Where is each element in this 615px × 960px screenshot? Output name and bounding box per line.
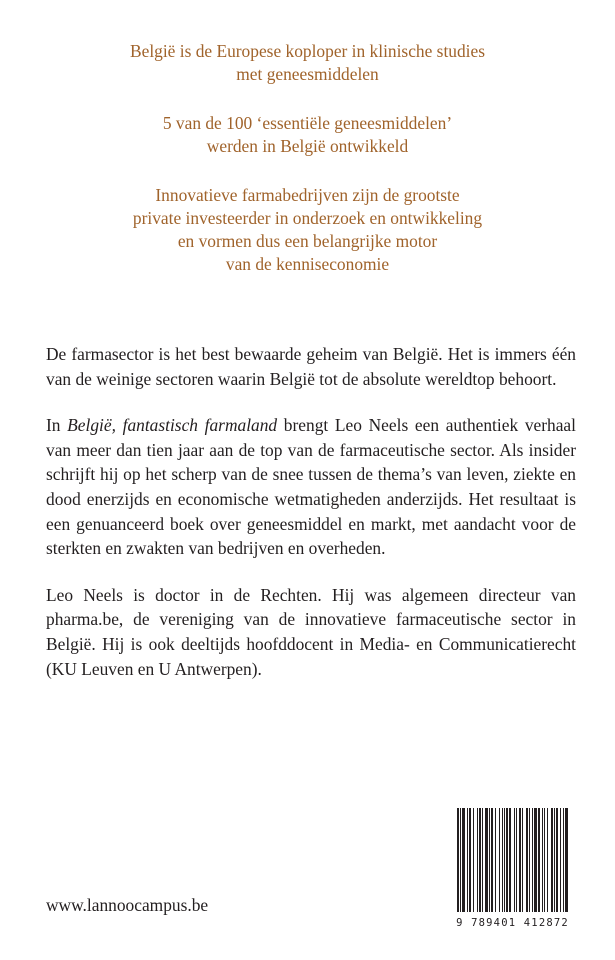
highlight-3-line-3: en vormen dus een belangrijke motor <box>177 231 438 251</box>
paragraph-intro: De farmasector is het best bewaarde geheim van België. Het is immers één van de weinige sectoren waarin België tot de absolute wereldtop behoort. <box>46 344 576 389</box>
barcode-bar <box>565 808 568 912</box>
paragraph-book <box>46 413 576 561</box>
highlight-2-line-1: 5 van de 100 ‘essentiële geneesmiddelen’ <box>162 113 453 133</box>
barcode-bar <box>532 808 533 912</box>
barcode-bar <box>479 808 481 912</box>
barcode-bar <box>544 808 545 912</box>
barcode-bar <box>462 808 465 912</box>
barcode-bar <box>554 808 555 912</box>
paragraph-book-prefix: In <box>46 415 68 436</box>
paragraph-author: Leo Neels is doctor in de Rechten. Hij was algemeen directeur van pharma.be, de vereniging van de innovatieve farmaceutische sector in België. Hij is ook deeltijds hoofddocent in Media- en Communicatierecht (KU Leuven en U Antwerpen). <box>46 584 576 679</box>
barcode-bar <box>504 808 505 912</box>
barcode-bar <box>469 808 471 912</box>
barcode-bar <box>457 808 459 912</box>
highlight-2-line-2: werden in België ontwikkeld <box>206 136 409 156</box>
barcode-bar <box>495 808 496 912</box>
barcode-bar <box>556 808 558 912</box>
highlight-2 <box>0 112 615 158</box>
barcode-bar <box>509 808 511 912</box>
highlight-1 <box>0 40 615 86</box>
barcode-bar <box>477 808 478 912</box>
highlight-3-line-2: private investeerder in onderzoek en ontwikkeling <box>132 208 483 228</box>
highlight-3-line-1: Innovatieve farmabedrijven zijn de grootste <box>155 185 460 205</box>
publisher-website: www.lannoocampus.be <box>46 895 209 915</box>
barcode-bar <box>482 808 483 912</box>
highlights-block <box>0 40 615 298</box>
barcode-bar <box>502 808 503 912</box>
barcode-bar <box>551 808 553 912</box>
book-title: België, fantastisch farmaland <box>67 415 278 436</box>
description-block <box>46 342 576 703</box>
highlight-3 <box>0 184 615 276</box>
barcode-bar <box>489 808 490 912</box>
barcode-bar <box>514 808 515 912</box>
barcode-bar <box>534 808 537 912</box>
barcode-bar <box>560 808 561 912</box>
barcode-bar <box>547 808 548 912</box>
barcode-bar <box>491 808 493 912</box>
barcode-bar <box>538 808 540 912</box>
barcode-bar <box>519 808 521 912</box>
barcode-bar <box>542 808 543 912</box>
barcode-bar <box>460 808 461 912</box>
barcode-bar <box>529 808 530 912</box>
barcode-bars <box>449 808 576 916</box>
barcode-bar <box>516 808 517 912</box>
barcode-bar <box>485 808 488 912</box>
barcode-bar <box>506 808 508 912</box>
paragraph-book-text: brengt Leo Neels een authentiek verhaal van meer dan tien jaar aan de top van de farmaceutische sector. Als insider schrijft hij op het scherp van de snee tussen de thema’s van leven, ziekte en dood enerzijds en economische wetmatigheden anderzijds. Het resultaat is een genuanceerd boek over geneesmiddel en markt, met aandacht voor de sterkten en zwakten van bedrijven en overheden. <box>46 415 576 559</box>
highlight-1-line-2: met geneesmiddelen <box>236 64 379 84</box>
barcode-bar <box>467 808 468 912</box>
highlight-3-line-4: van de kenniseconomie <box>225 254 390 274</box>
barcode-bar <box>522 808 523 912</box>
barcode-digits: 9 789401 412872 <box>456 917 569 929</box>
barcode-bar <box>473 808 474 912</box>
barcode-bar <box>563 808 564 912</box>
highlight-1-line-1: België is de Europese koploper in klinische studies <box>130 41 485 61</box>
barcode-bar <box>526 808 528 912</box>
isbn-barcode <box>449 808 576 932</box>
barcode-bar <box>499 808 500 912</box>
